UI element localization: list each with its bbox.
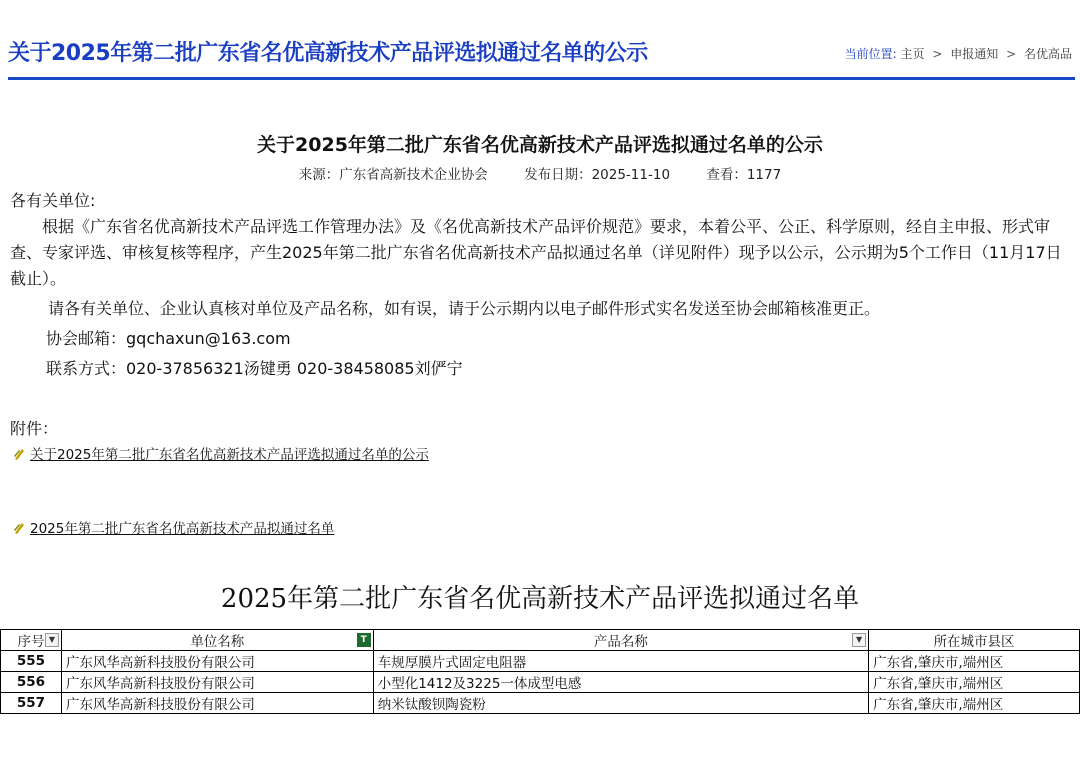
cell-index: 557 <box>1 693 62 714</box>
top-header <box>0 0 1080 80</box>
breadcrumb-separator: > <box>1006 47 1017 61</box>
attachment-item[interactable] <box>12 518 334 540</box>
cell-product: 小型化1412及3225一体成型电感 <box>373 672 868 693</box>
attachment-file-icon <box>12 521 26 535</box>
filter-dropdown-icon[interactable]: ▼ <box>852 633 866 647</box>
column-header-index: 序号 ▼ <box>1 630 62 651</box>
breadcrumb-category-link[interactable]: 名优高品 <box>1023 47 1072 61</box>
column-header-product: 产品名称 ▼ <box>373 630 868 651</box>
breadcrumb-notice-link[interactable]: 申报通知 <box>950 47 999 61</box>
cell-location: 广东省,肇庆市,端州区 <box>869 651 1080 672</box>
contact-line: 联系方式：020-37856321汤键勇 020-38458085刘俨宁 <box>46 359 463 378</box>
cell-company: 广东风华高新科技股份有限公司 <box>61 693 373 714</box>
attachments-label: 附件： <box>10 419 59 438</box>
email-line: 协会邮箱：gqchaxun@163.com <box>46 329 291 348</box>
article-body <box>10 188 1076 382</box>
attachment-item[interactable] <box>12 444 452 466</box>
cell-company: 广东风华高新科技股份有限公司 <box>61 672 373 693</box>
cell-index: 555 <box>1 651 62 672</box>
header-divider <box>8 77 1075 80</box>
article-title: 关于2025年第二批广东省名优高新技术产品评选拟通过名单的公示 <box>257 134 823 156</box>
article-publish-date: 发布日期：2025-11-10 <box>524 167 671 183</box>
filter-active-icon[interactable]: T <box>357 633 371 647</box>
cell-location: 广东省,肇庆市,端州区 <box>869 672 1080 693</box>
filter-dropdown-icon[interactable]: ▼ <box>45 633 59 647</box>
table-row <box>1 693 1080 714</box>
article-meta <box>0 163 1080 183</box>
results-table <box>0 629 1080 714</box>
attachment-link-2[interactable]: 2025年第二批广东省名优高新技术产品拟通过名单 <box>30 521 335 537</box>
cell-index: 556 <box>1 672 62 693</box>
body-paragraph: 请各有关单位、企业认真核对单位及产品名称，如有误，请于公示期内以电子邮件形式实名发送至协会邮箱核准更正。 <box>48 299 881 318</box>
sheet-title: 2025年第二批广东省名优高新技术产品评选拟通过名单 <box>220 584 860 614</box>
cell-product: 纳米钛酸钡陶瓷粉 <box>373 693 868 714</box>
column-header-company: 单位名称 T <box>61 630 373 651</box>
body-paragraph: 根据《广东省名优高新技术产品评选工作管理办法》及《名优高新技术产品评价规范》要求，本着公平、公正、科学原则，经自主申报、形式审查、专家评选、审核复核等程序，产生2025年第二批广东省名优高新技术产品拟通过名单（详见附件）现予以公示，公示期为5个工作日（11月17日截止）。 <box>10 217 1062 288</box>
article-views: 查看：1177 <box>706 167 782 183</box>
article-source: 来源：广东省高新技术企业协会 <box>298 167 488 183</box>
page-heading: 关于2025年第二批广东省名优高新技术产品评选拟通过名单的公示 <box>8 41 648 66</box>
attachment-file-icon <box>12 447 26 461</box>
cell-company: 广东风华高新科技股份有限公司 <box>61 651 373 672</box>
column-header-location: 所在城市县区 <box>869 630 1080 651</box>
breadcrumb <box>845 45 1072 62</box>
table-row <box>1 651 1080 672</box>
salutation: 各有关单位: <box>10 191 96 210</box>
attachment-link-1[interactable]: 关于2025年第二批广东省名优高新技术产品评选拟通过名单的公示 <box>30 447 429 463</box>
cell-product: 车规厚膜片式固定电阻器 <box>373 651 868 672</box>
cell-location: 广东省,肇庆市,端州区 <box>869 693 1080 714</box>
table-header-row <box>1 630 1080 651</box>
breadcrumb-home-link[interactable]: 主页 <box>900 47 925 61</box>
table-row <box>1 672 1080 693</box>
breadcrumb-label: 当前位置: <box>844 47 897 61</box>
breadcrumb-separator: > <box>932 47 943 61</box>
